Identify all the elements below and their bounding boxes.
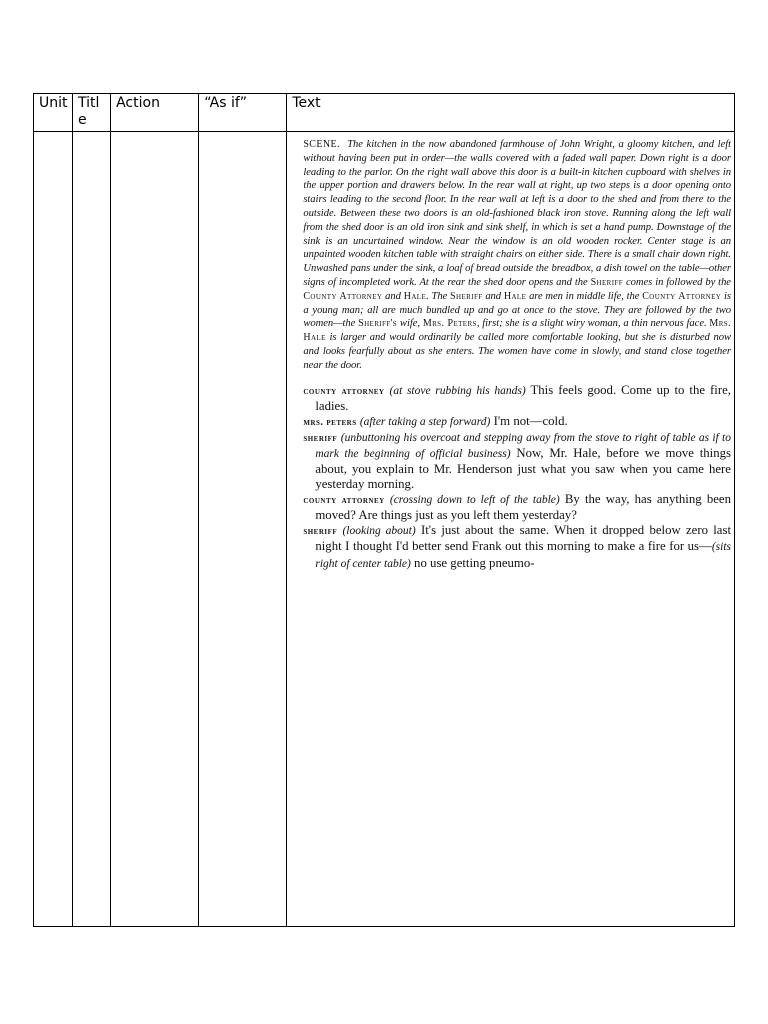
stage-direction: (crossing down to left of the table) xyxy=(389,494,560,507)
speaker-name: sheriff xyxy=(303,526,338,538)
header-row xyxy=(34,94,735,132)
script-excerpt xyxy=(287,132,734,572)
header-unit: Unit xyxy=(34,94,73,132)
analysis-table xyxy=(33,93,735,927)
content-row xyxy=(34,132,735,927)
action-cell[interactable] xyxy=(111,132,199,927)
as-if-cell[interactable] xyxy=(199,132,287,927)
unit-cell[interactable] xyxy=(34,132,73,927)
speaker-name: sheriff xyxy=(303,432,338,444)
dialogue-line xyxy=(303,492,731,523)
title-cell[interactable] xyxy=(73,132,111,927)
dialogue-line xyxy=(303,414,731,430)
stage-direction: (sits right of center table) xyxy=(315,541,731,570)
speech: It's just about the same. When it dropped below zero last night I thought I'd better send Frank out this morning to make a fire for us— xyxy=(315,523,731,554)
stage-direction: (at stove rubbing his hands) xyxy=(389,384,526,397)
speaker-name: mrs. peters xyxy=(303,416,357,428)
speech: By the way, has anything been moved? Are things just as you left them yesterday? xyxy=(315,492,731,523)
speech: This feels good. Come up to the fire, ladies. xyxy=(315,382,731,413)
stage-direction: (looking about) xyxy=(342,525,416,538)
header-text: Text xyxy=(287,94,735,132)
dialogue-line xyxy=(303,430,731,492)
speaker-name: county attorney xyxy=(303,385,385,397)
header-as-if: “As if” xyxy=(199,94,287,132)
stage-direction: (unbuttoning his overcoat and stepping away from the stove to right of table as if to mark the beginning of official business) xyxy=(315,431,731,460)
dialogue-line xyxy=(303,383,731,414)
speech: I'm not—cold. xyxy=(493,413,568,428)
dialogue-line xyxy=(303,523,731,571)
speaker-name: county attorney xyxy=(303,495,385,507)
text-cell[interactable] xyxy=(287,132,735,927)
header-action: Action xyxy=(111,94,199,132)
speech: Now, Mr. Hale, before we move things about, you explain to Mr. Henderson just what you saw when you came here yesterday morning. xyxy=(315,445,731,492)
stage-direction: (after taking a step forward) xyxy=(359,415,491,428)
speech: no use getting pneumo- xyxy=(414,555,535,570)
header-title: Title xyxy=(73,94,111,132)
scene-label: SCENE. xyxy=(303,139,340,150)
scene-description: SCENE. The kitchen in the now abandoned farmhouse of John Wright, a gloomy kitchen, and left without having been put in order—the walls covered with a faded wall paper. Down right is a door leading to the parlor. On the right wall above this door is a built-in kitchen cupboard with shelves in the upper portion and drawers below. In the rear wall at right, up two steps is a door opening onto stairs leading to the second floor. In the rear wall at left is a door to the shed and from there to the outside. Between these two doors is an old-fashioned black iron stove. Running along the left wall from the shed door is an old iron sink and sink shelf, in which is set a hand pump. Downstage of the sink is an uncurtained window. Near the window is an old wooden rocker. Center stage is an unpainted wooden kitchen table with straight chairs on either side. There is a small chair down right. Unwashed pans under the sink, a loaf of bread outside the breadbox, a dish towel on the table—other signs of incompleted work. At the rear the shed door opens and the Sheriff comes in followed by the County Attorney and Hale. The Sheriff and Hale are men in middle life, the County Attorney is a young man; all are much bundled up and go at once to the stove. They are followed by the two women—the Sheriff's wife, Mrs. Peters, first; she is a slight wiry woman, a thin nervous face. Mrs. Hale is larger and would ordinarily be called more comfortable looking, but she is disturbed now and looks fearfully about as she enters. The women have come in slowly, and stand close together near the door. xyxy=(303,139,732,371)
